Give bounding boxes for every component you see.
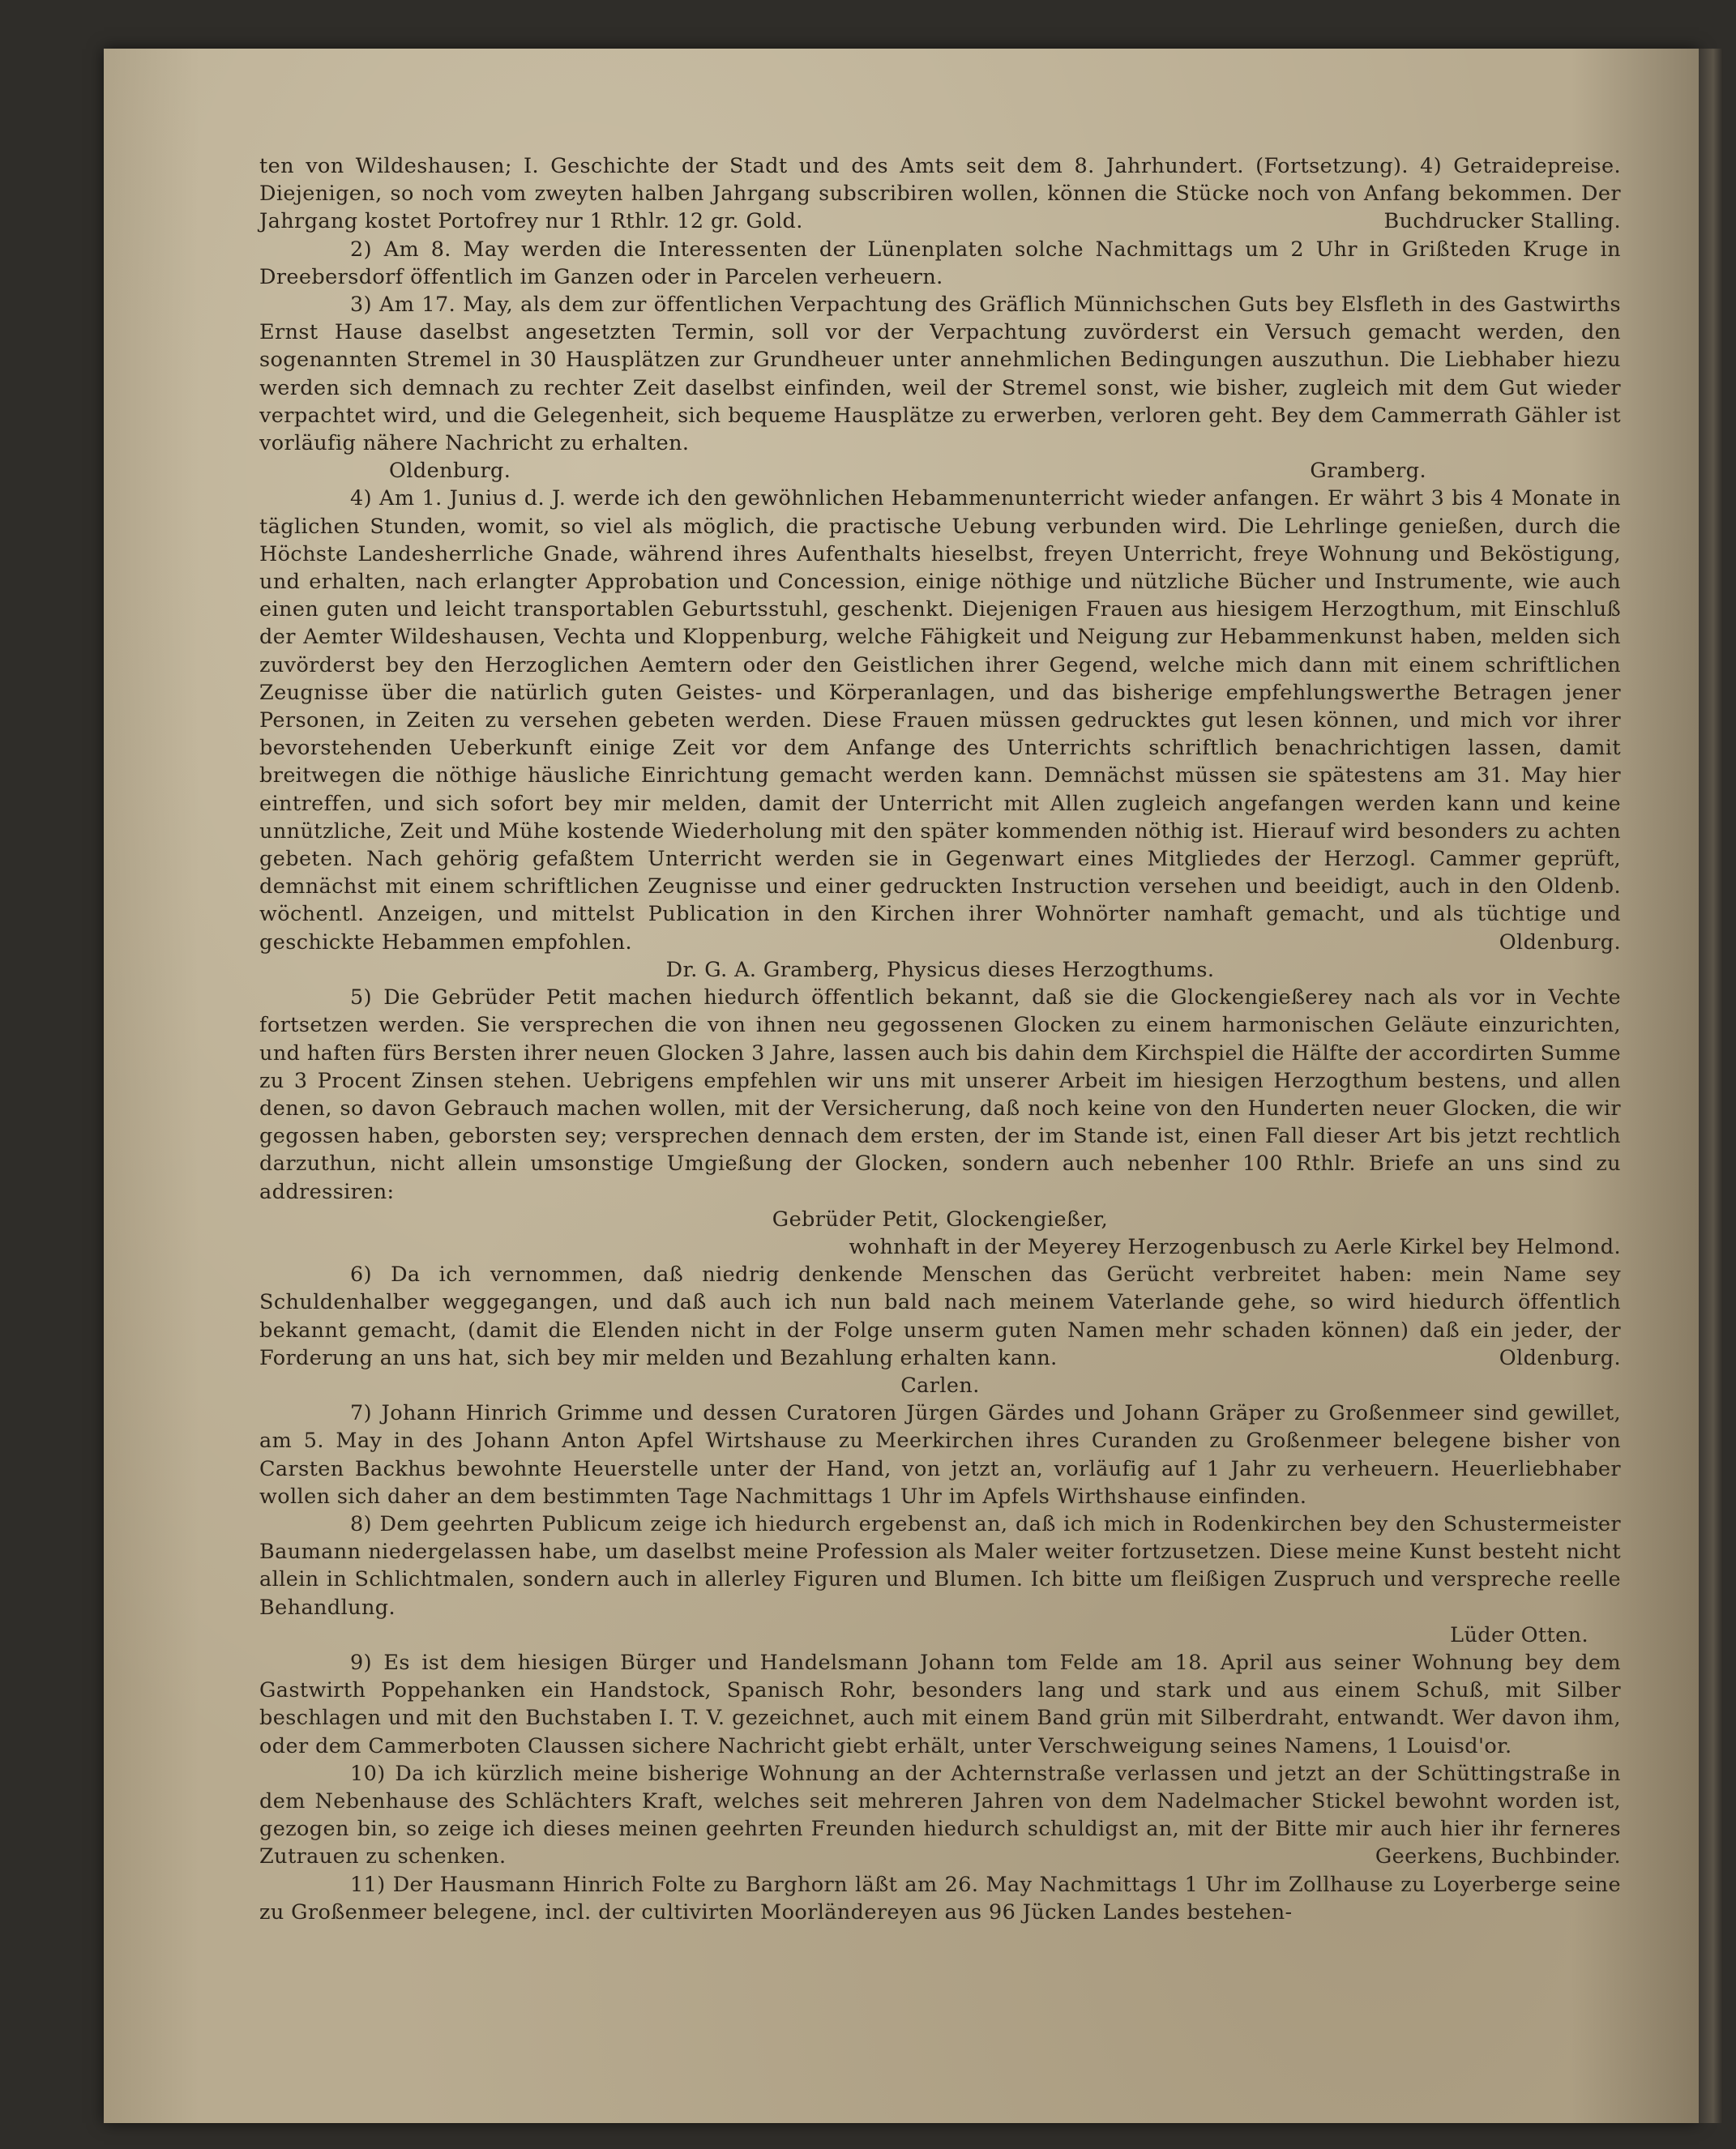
notice-intro [259,152,1621,236]
notice-8-signature: Lüder Otten. [1450,1622,1588,1647]
notice-6-signature: Carlen. [900,1373,980,1398]
notice-10 [259,1760,1621,1871]
notice-10-text: 10) Da ich kürzlich meine bisherige Wohnung an der Achternstraße verlassen und jetzt an der Schüttingstraße in dem Nebenhause des Schlächters Kraft, welches seit mehreren Jahren von dem Nadelmacher Stickel bewohnt worden ist, gezogen bin, so zeige ich dieses meinen geehrten Freunden hiedurch schuldigst an, mit der Bitte mir auch hier ihr ferneres Zutrauen zu schenken. [259,1761,1621,1869]
notice-6 [259,1261,1621,1372]
notice-7: 7) Johann Hinrich Grimme und dessen Curatoren Jürgen Gärdes und Johann Gräper zu Großenmeer sind gewillet, am 5. May in des Johann Anton Apfel Wirtshause zu Meerkirchen ihres Curanden zu Großenmeer belegene bisher von Carsten Backhus bewohnte Heuerstelle unter der Hand, von jetzt an, vorläufig auf 1 Jahr zu verheuern. Heuerliebhaber wollen sich daher an dem bestimmten Tage Nachmittags 1 Uhr im Apfels Wirthshause einfinden. [259,1401,1621,1509]
notice-4-text: 4) Am 1. Junius d. J. werde ich den gewöhnlichen Hebammenunterricht wieder anfangen. Er währt 3 bis 4 Monate in täglichen Stunden, womit, so viel als möglich, die practische Uebung verbunden wird. Die Lehrlinge genießen, durch die Höchste Landesherrliche Gnade, während ihres Aufenthalts hieselbst, freyen Unterricht, freye Wohnung und Beköstigung, und erhalten, nach erlangter Approbation und Concession, einige nöthige und nützliche Bücher und Instrumente, wie auch einen guten und leicht transportablen Geburtsstuhl, geschenkt. Diejenigen Frauen aus hiesigem Herzogthum, mit Einschluß der Aemter Wildeshausen, Vechta und Kloppenburg, welche Fähigkeit und Neigung zur Hebammenkunst haben, melden sich zuvörderst bey den Herzoglichen Aemtern oder den Geistlichen ihrer Gegend, welche mich dann mit einem schriftlichen Zeugnisse über die natürlich guten Geistes- und Körperanlagen, und das bisherige empfehlungswerthe Betragen jener Personen, in Zeiten zu versehen gebeten werden. Diese Frauen müssen gedrucktes gut lesen können, und mich vor ihrer bevorstehenden Ueberkunft einige Zeit vor dem Anfange des Unterrichts schriftlich benachrichtigen lassen, damit breitwegen die nöthige häusliche Einrichtung gemacht werden kann. Demnächst müssen sie spätestens am 31. May hier eintreffen, und sich sofort bey mir melden, damit der Unterricht mit Allen zugleich angefangen werden kann und keine unnützliche, Zeit und Mühe kostende Wiederholung mit den später kommenden nöthig ist. Hierauf wird besonders zu achten gebeten. Nach gehörig gefaßtem Unterricht werden sie in Gegenwart eines Mitgliedes der Herzogl. Cammer geprüft, demnächst mit einem schriftlichen Zeugnisse und einer gedruckten Instruction versehen und beeidigt, auch in den Oldenb. wöchentl. Anzeigen, und mittelst Publication in den Kirchen ihrer Wohnörter namhaft gemacht, und als tüchtige und geschickte Hebammen empfohlen. [259,486,1621,955]
page-text [259,152,1621,1926]
notice-3-signature [259,457,1621,485]
notice-4-place: Oldenburg. [1499,929,1621,955]
notice-8: 8) Dem geehrten Publicum zeige ich hiedurch ergebenst an, daß ich mich in Rodenkirchen bey den Schustermeister Baumann niedergelassen habe, um daselbst meine Profession als Maler weiter fortzusetzen. Diese meine Kunst besteht nicht allein in Schlichtmalen, sondern auch in allerley Figuren und Blumen. Ich bitte um fleißigen Zuspruch und verspreche reelle Behandlung. [259,1511,1621,1620]
notice-6-place: Oldenburg. [1499,1345,1621,1370]
signature-place: Oldenburg. [389,459,511,484]
notice-5-signature-line1: Gebrüder Petit, Glockengießer, [772,1207,1109,1232]
notice-intro-text: ten von Wildeshausen; I. Geschichte der Stadt und des Amts seit dem 8. Jahrhundert. (Fortsetzung). 4) Getraidepreise. Diejenigen, so noch vom zweyten halben Jahrgang subscribiren wollen, können die Stücke noch von Anfang bekommen. Der Jahrgang kostet Portofrey nur 1 Rthlr. 12 gr. Gold. [259,154,1621,234]
notice-11: 11) Der Hausmann Hinrich Folte zu Barghorn läßt am 26. May Nachmittags 1 Uhr im Zollhause zu Loyerberge seine zu Großenmeer belegene, incl. der cultivirten Moorländereyen aus 96 Jücken Landes bestehen- [259,1872,1621,1925]
notice-6-text: 6) Da ich vernommen, daß niedrig denkende Menschen das Gerücht verbreitet haben: mein Name sey Schuldenhalber weggegangen, und daß auch ich nun bald nach meinem Vaterlande gehe, so wird hiedurch öffentlich bekannt gemacht, (damit die Elenden nicht in der Folge unserm guten Namen mehr schaden können) daß ein jeder, der Forderung an uns hat, sich bey mir melden und Bezahlung erhalten kann. [259,1262,1621,1370]
notice-4-signature: Dr. G. A. Gramberg, Physicus dieses Herzogthums. [665,957,1215,982]
page-edge [1699,49,1723,2123]
notice-4 [259,485,1621,955]
signature-name: Gramberg. [1310,459,1426,484]
notice-5-signature-line2: wohnhaft in der Meyerey Herzogenbusch zu Aerle Kirkel bey Helmond. [849,1234,1621,1259]
notice-2: 2) Am 8. May werden die Interessenten der Lünenplaten solche Nachmittags um 2 Uhr in Grißteden Kruge in Dreebersdorf öffentlich im Ganzen oder in Parcelen verheuern. [259,237,1621,289]
notice-9: 9) Es ist dem hiesigen Bürger und Handelsmann Johann tom Felde am 18. April aus seiner Wohnung bey dem Gastwirth Poppehanken ein Handstock, Spanisch Rohr, besonders lang und stark und aus einem Schuß, mit Silber beschlagen und mit den Buchstaben I. T. V. gezeichnet, auch mit einem Band grün mit Silberdraht, entwandt. Wer davon ihm, oder dem Cammerboten Claussen sichere Nachricht giebt erhält, unter Verschweigung seines Namens, 1 Louisd'or. [259,1650,1621,1758]
notice-3: 3) Am 17. May, als dem zur öffentlichen Verpachtung des Gräflich Münnichschen Guts bey Elsfleth in des Gastwirths Ernst Hause daselbst angesetzten Termin, soll vor der Verpachtung zuvörderst ein Versuch gemacht werden, den sogenannten Stremel in 30 Hausplätzen zur Grundheuer unter annehmlichen Bedingungen auszuthun. Die Liebhaber hiezu werden sich demnach zu rechter Zeit daselbst einfinden, weil der Stremel sonst, wie bisher, zugleich mit dem Gut wieder verpachtet wird, und die Gelegenheit, sich bequeme Hausplätze zu erwerben, verloren geht. Bey dem Cammerrath Gähler ist vorläufig nähere Nachricht zu erhalten. [259,293,1621,456]
notice-5: 5) Die Gebrüder Petit machen hiedurch öffentlich bekannt, daß sie die Glockengießerey nach als vor in Vechte fortsetzen werden. Sie versprechen die von ihnen neu gegossenen Glocken zu einem harmonischen Geläute einzurichten, und haften fürs Bersten ihrer neuen Glocken 3 Jahre, lassen auch bis dahin dem Kirchspiel die Hälfte der accordirten Summe zu 3 Procent Zinsen stehen. Uebrigens empfehlen wir uns mit unserer Arbeit im hiesigen Herzogthum bestens, und allen denen, so davon Gebrauch machen wollen, mit der Versicherung, daß noch keine von den Hunderten neuer Glocken, die wir gegossen haben, geborsten sey; versprechen dennach dem ersten, der im Stande ist, einen Fall dieser Art bis jetzt rechtlich darzuthun, nicht allein umsonstige Umgießung der Glocken, sondern auch nebenher 100 Rthlr. Briefe an uns sind zu addressiren: [259,985,1621,1204]
notice-intro-signature: Buchdrucker Stalling. [1383,209,1621,234]
notice-10-signature: Geerkens, Buchbinder. [1375,1844,1621,1869]
